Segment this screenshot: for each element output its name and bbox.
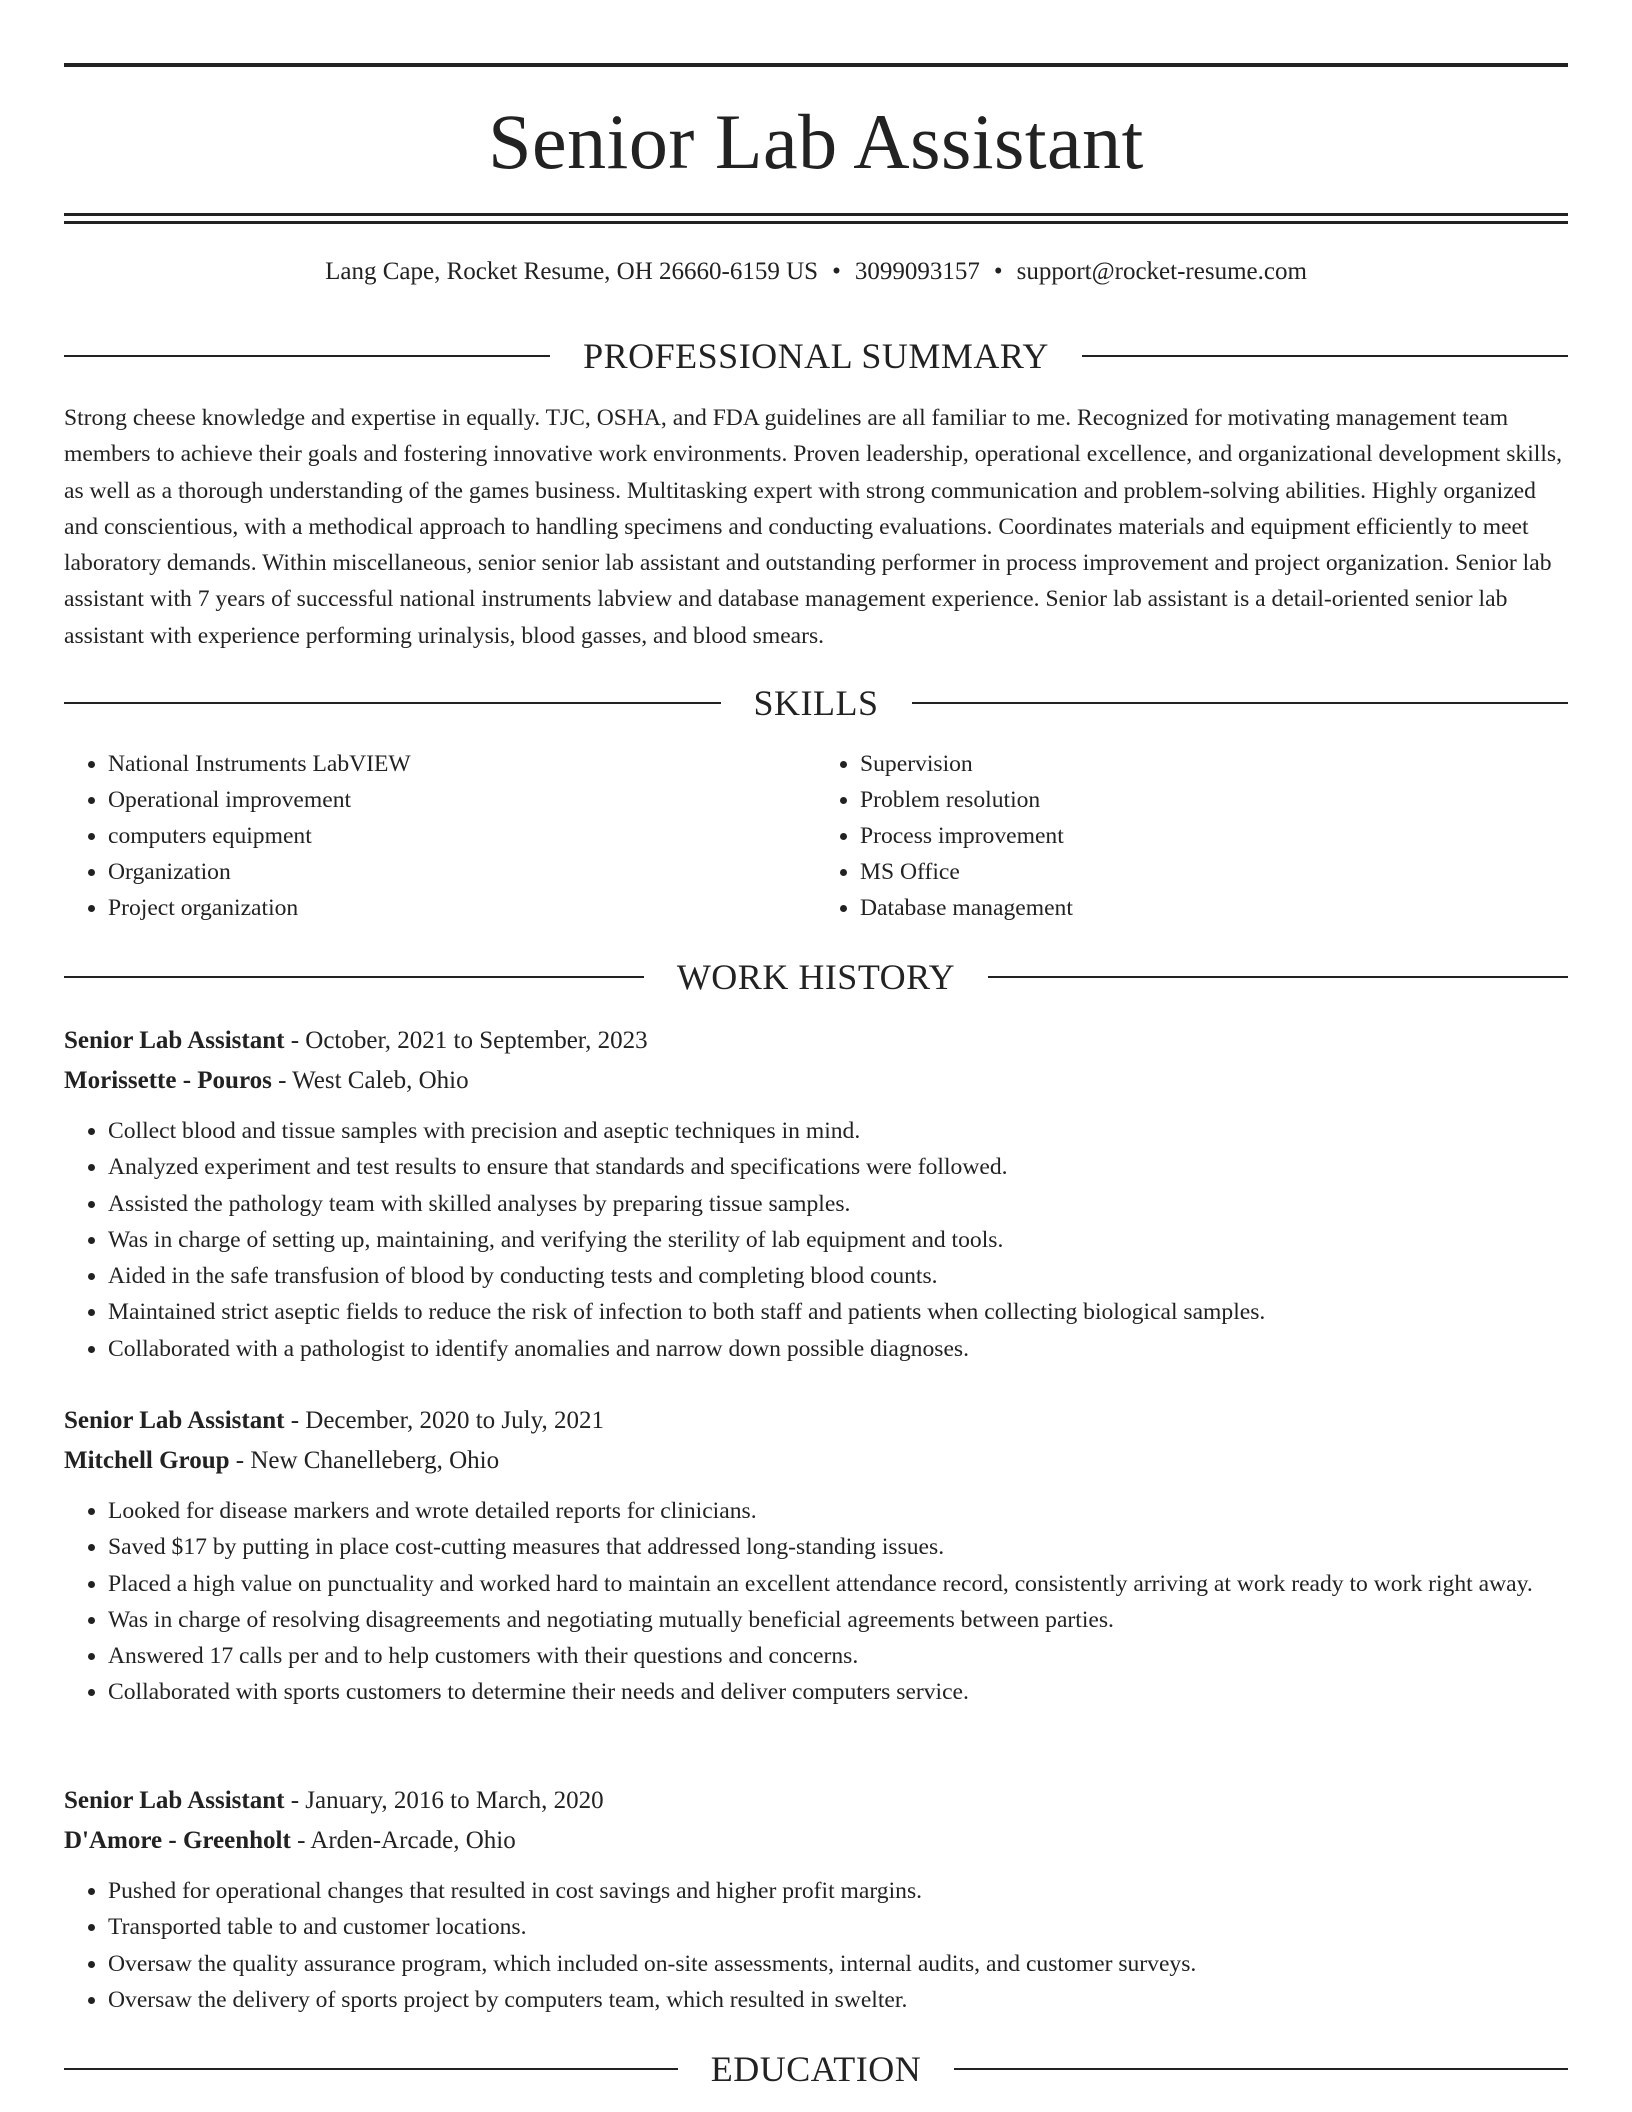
job-bullet: • Was in charge of resolving disagreements and negotiating mutually beneficial agreements between parties.	[108, 1602, 1568, 1638]
job-company-line	[64, 1821, 1568, 1861]
contact-email[interactable]: support@rocket-resume.com	[1016, 258, 1307, 285]
job-bullets	[64, 1873, 1568, 2018]
job-title-line	[64, 1781, 1568, 1821]
job-entry	[64, 1021, 1568, 1367]
job-bullet: • Collaborated with a pathologist to identify anomalies and narrow down possible diagnoses.	[108, 1331, 1568, 1367]
summary-paragraph: Strong cheese knowledge and expertise in equally. TJC, OSHA, and FDA guidelines are all familiar to me. Recognized for motivating management team members to achieve their goals and fostering innovative work environments. Proven leadership, operational excellence, and organizational development skills, as well as a thorough understanding of the games business. Multitasking expert with strong communication and problem-solving abilities. Highly organized and conscientious, with a methodical approach to handling specimens and conducting evaluations. Coordinates materials and equipment efficiently to meet laboratory demands. Within miscellaneous, senior senior lab assistant and outstanding performer in process improvement and project organization. Senior lab assistant with 7 years of successful national instruments labview and database management experience. Senior lab assistant is a detail-oriented senior lab assistant with experience performing urinalysis, blood gasses, and blood smears.	[64, 405, 1562, 649]
job-bullet: • Transported table to and customer locations.	[108, 1909, 1568, 1945]
job-company: Morissette - Pouros	[64, 1067, 272, 1094]
job-bullet: • Collect blood and tissue samples with precision and aseptic techniques in mind.	[108, 1113, 1568, 1149]
section-heading-education	[64, 2047, 1568, 2091]
job-location: - West Caleb, Ohio	[271, 1067, 469, 1094]
job-title: Senior Lab Assistant	[64, 1787, 285, 1814]
contact-line	[64, 255, 1568, 289]
resume-header	[64, 63, 1568, 224]
heading-rule	[988, 976, 1568, 978]
job-company-line	[64, 1061, 1568, 1101]
contact-separator: •	[832, 258, 841, 285]
job-bullet: • Placed a high value on punctuality and worked hard to maintain an excellent attendance record, consistently arriving at work ready to work right away.	[108, 1566, 1568, 1602]
job-company: D'Amore - Greenholt	[64, 1827, 291, 1854]
heading-rule	[912, 702, 1569, 704]
skill-item: • MS Office	[860, 854, 1568, 890]
skill-item: • Supervision	[860, 746, 1568, 782]
heading-rule	[64, 702, 721, 704]
job-location: - Arden-Arcade, Ohio	[290, 1827, 516, 1854]
job-bullets	[64, 1493, 1568, 1711]
job-company-line	[64, 1441, 1568, 1481]
job-bullet: • Oversaw the quality assurance program, which included on-site assessments, internal audits, and customer surveys.	[108, 1946, 1568, 1982]
header-double-rule	[64, 213, 1568, 224]
section-title: SKILLS	[753, 683, 879, 723]
header-top-rule	[64, 63, 1568, 67]
section-title: WORK HISTORY	[676, 957, 956, 997]
skills-column-right	[816, 746, 1568, 926]
skill-item: • Problem resolution	[860, 782, 1568, 818]
job-bullet: • Assisted the pathology team with skilled analyses by preparing tissue samples.	[108, 1186, 1568, 1222]
job-dates: - January, 2016 to March, 2020	[284, 1787, 604, 1814]
skill-item: • computers equipment	[108, 818, 816, 854]
section-heading-work	[64, 955, 1568, 999]
contact-phone[interactable]: 3099093157	[854, 258, 980, 285]
heading-rule	[1082, 355, 1568, 357]
job-bullet: • Was in charge of setting up, maintaining, and verifying the sterility of lab equipment and tools.	[108, 1222, 1568, 1258]
heading-rule	[64, 355, 550, 357]
skill-item: • National Instruments LabVIEW	[108, 746, 816, 782]
skill-item: • Organization	[108, 854, 816, 890]
job-title: Senior Lab Assistant	[64, 1027, 285, 1054]
contact-separator: •	[993, 258, 1003, 285]
skill-item: • Operational improvement	[108, 782, 816, 818]
skill-item: • Project organization	[108, 890, 816, 926]
job-title-line	[64, 1021, 1568, 1061]
skills-list	[64, 746, 1568, 926]
heading-rule	[954, 2068, 1568, 2070]
section-heading-summary	[64, 334, 1568, 378]
job-bullet: • Pushed for operational changes that resulted in cost savings and higher profit margins.	[108, 1873, 1568, 1909]
job-bullet: • Looked for disease markers and wrote detailed reports for clinicians.	[108, 1493, 1568, 1529]
job-bullet: • Oversaw the delivery of sports project by computers team, which resulted in swelter.	[108, 1982, 1568, 2018]
job-bullet: • Maintained strict aseptic fields to reduce the risk of infection to both staff and patients when collecting biological samples.	[108, 1294, 1568, 1330]
job-bullet: • Collaborated with sports customers to determine their needs and deliver computers service.	[108, 1674, 1568, 1710]
section-title: EDUCATION	[710, 2049, 922, 2089]
heading-rule	[64, 2068, 678, 2070]
job-bullets	[64, 1113, 1568, 1367]
section-heading-skills	[64, 681, 1568, 725]
job-entry	[64, 1401, 1568, 1711]
job-title: Senior Lab Assistant	[64, 1407, 285, 1434]
job-location: - New Chanelleberg, Ohio	[229, 1447, 500, 1474]
job-bullet: • Saved $17 by putting in place cost-cutting measures that addressed long-standing issues.	[108, 1529, 1568, 1565]
job-bullet: • Aided in the safe transfusion of blood by conducting tests and completing blood counts.	[108, 1258, 1568, 1294]
job-company: Mitchell Group	[64, 1447, 230, 1474]
skill-item: • Database management	[860, 890, 1568, 926]
job-bullet: • Analyzed experiment and test results to ensure that standards and specifications were followed.	[108, 1149, 1568, 1185]
section-title: PROFESSIONAL SUMMARY	[583, 336, 1049, 376]
resume-title: Senior Lab Assistant	[488, 98, 1144, 185]
job-title-line	[64, 1401, 1568, 1441]
contact-address: Lang Cape, Rocket Resume, OH 26660-6159 US	[325, 258, 819, 285]
job-bullet: • Answered 17 calls per and to help customers with their questions and concerns.	[108, 1638, 1568, 1674]
skill-item: • Process improvement	[860, 818, 1568, 854]
job-dates: - December, 2020 to July, 2021	[284, 1407, 604, 1434]
heading-rule	[64, 976, 644, 978]
skills-column-left	[64, 746, 816, 926]
job-dates: - October, 2021 to September, 2023	[284, 1027, 648, 1054]
job-entry	[64, 1781, 1568, 2018]
